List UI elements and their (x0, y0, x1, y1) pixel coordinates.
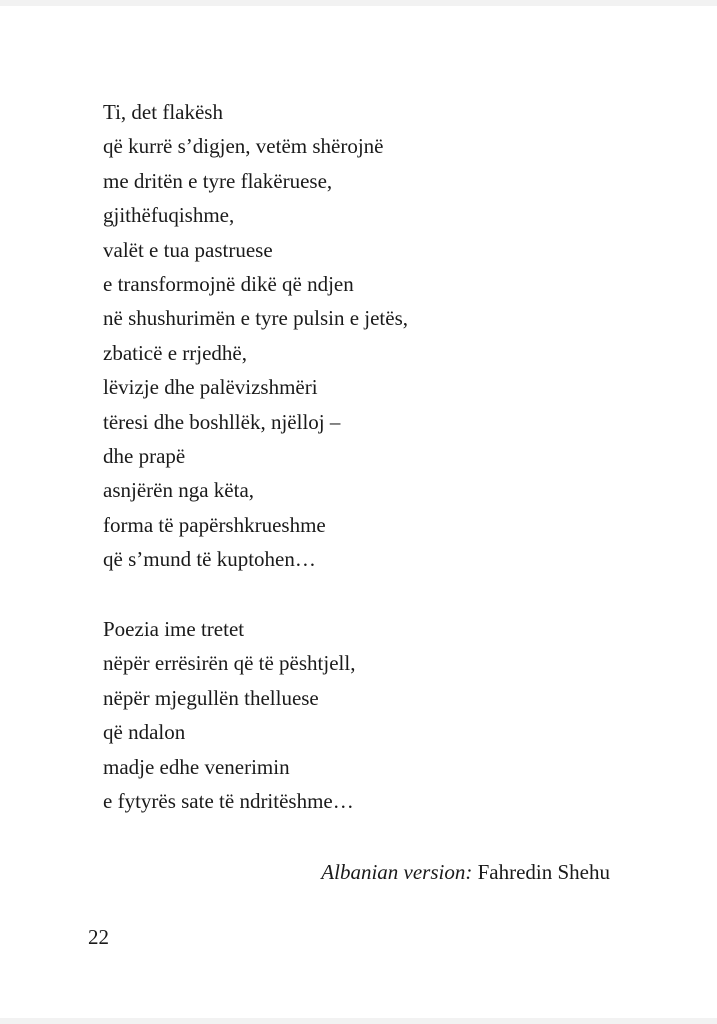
credit-name: Fahredin Shehu (477, 860, 610, 884)
poem-line: dhe prapë (103, 443, 186, 468)
credit-label: Albanian version: (321, 860, 473, 884)
poem-line: lëvizje dhe palëvizshmëri (103, 375, 318, 400)
poem-line: valët e tua pastruese (103, 237, 273, 262)
poem-line: që ndalon (103, 720, 186, 745)
poem-line: në shushurimën e tyre pulsin e jetës, (103, 306, 409, 331)
page-number: 22 (88, 925, 109, 949)
poem-stanza-2 (103, 612, 355, 818)
poem-stanza-1 (103, 95, 408, 576)
book-page (0, 6, 717, 1018)
poem-line: me dritën e tyre flakëruese, (103, 168, 333, 193)
poem-line: asnjërën nga këta, (103, 478, 255, 503)
poem-line: zbaticë e rrjedhë, (103, 340, 247, 365)
poem-line: madje edhe venerimin (103, 754, 290, 779)
poem-line: e transformojnë dikë që ndjen (103, 271, 354, 296)
poem-line: Poezia ime tretet (103, 617, 245, 641)
poem-line: Ti, det flakësh (103, 100, 223, 124)
poem-line: që kurrë s’digjen, vetëm shërojnë (103, 134, 384, 159)
poem-line: e fytyrës sate të ndritëshme… (103, 788, 354, 813)
poem-line: që s’mund të kuptohen… (103, 547, 316, 572)
poem-line: forma të papërshkrueshme (103, 512, 326, 537)
translation-credit (321, 855, 610, 889)
poem-line: nëpër errësirën që të pështjell, (103, 651, 356, 676)
poem-line: tëresi dhe boshllëk, njëlloj – (103, 409, 341, 434)
poem-line: nëpër mjegullën thelluese (103, 685, 319, 710)
poem-line: gjithëfuqishme, (103, 203, 235, 228)
